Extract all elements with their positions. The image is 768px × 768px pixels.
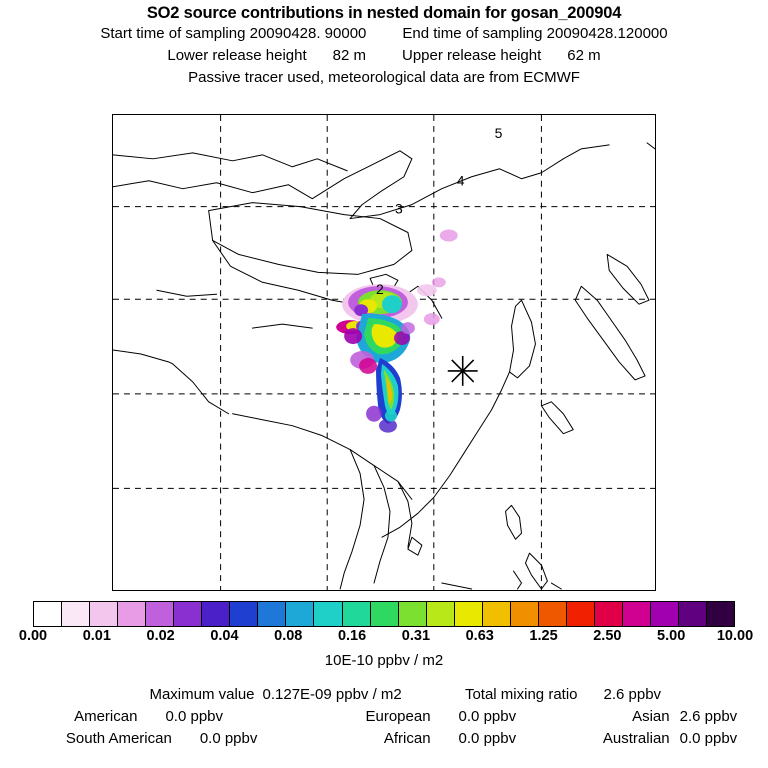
colorbar-swatch — [62, 602, 90, 626]
end-time-label: End time of sampling — [402, 25, 543, 42]
contour-label-4: 4 — [456, 172, 465, 189]
colorbar-swatch — [343, 602, 371, 626]
colorbar-swatch — [483, 602, 511, 626]
colorbar-swatch — [230, 602, 258, 626]
upper-release-label: Upper release height — [402, 47, 542, 64]
colorbar-swatch — [146, 602, 174, 626]
lower-release-label: Lower release height — [167, 47, 307, 64]
colorbar-swatch — [623, 602, 651, 626]
colorbar-swatch — [679, 602, 707, 626]
stats-row-1 — [0, 706, 768, 728]
contour-labels — [376, 125, 503, 297]
contour-label-5: 5 — [494, 124, 503, 141]
colorbar-swatch — [455, 602, 483, 626]
colorbar-swatch — [511, 602, 539, 626]
max-value-value: 0.127E-09 ppbv / m2 — [262, 686, 402, 703]
asian-value: 2.6 ppbv — [679, 708, 738, 725]
american-label: American — [74, 708, 138, 725]
colorbar-swatch — [707, 602, 734, 626]
colorbar-swatch — [286, 602, 314, 626]
colorbar-tick-label: 0.02 — [146, 628, 175, 644]
colorbar-tick-label: 0.63 — [465, 628, 494, 644]
concentration-plume — [336, 230, 458, 433]
colorbar-tick-label: 0.16 — [337, 628, 367, 644]
map-panel — [112, 114, 656, 591]
page-title: SO2 source contributions in nested domain for gosan_200904 — [146, 4, 622, 22]
start-time-value: 20090428. 90000 — [249, 25, 367, 42]
colorbar — [33, 601, 735, 627]
total-ratio-value: 2.6 ppbv — [603, 686, 662, 703]
start-time-label: Start time of sampling — [100, 25, 246, 42]
colorbar-swatch — [427, 602, 455, 626]
colorbar-tick-label: 0.31 — [401, 628, 431, 644]
max-value-label: Maximum value — [149, 686, 255, 703]
colorbar-swatch — [258, 602, 286, 626]
colorbar-tick-label: 0.01 — [82, 628, 111, 644]
contour-label-2: 2 — [376, 281, 384, 298]
colorbar-swatch — [202, 602, 230, 626]
european-label: European — [365, 708, 431, 725]
colorbar-swatch — [34, 602, 62, 626]
african-value: 0.0 ppbv — [458, 730, 517, 747]
station-marker-icon — [448, 356, 478, 386]
asian-label: Asian — [632, 708, 670, 725]
colorbar-label: 10E-10 ppbv / m2 — [324, 652, 444, 669]
colorbar-tick-label: 5.00 — [657, 628, 686, 644]
south-american-label: South American — [65, 730, 172, 747]
statistics-block — [0, 684, 768, 750]
figure-header — [0, 0, 768, 89]
colorbar-swatch — [371, 602, 399, 626]
colorbar-tick-label: 2.50 — [593, 628, 622, 644]
upper-release-value: 62 m — [567, 47, 601, 64]
tracer-note: Passive tracer used, meteorological data are from ECMWF — [188, 69, 580, 86]
sampling-time-line — [0, 23, 768, 45]
lower-release-value: 82 m — [332, 47, 366, 64]
colorbar-tick-label: 0.00 — [18, 628, 48, 644]
end-time-value: 20090428.120000 — [546, 25, 668, 42]
contour-label-3: 3 — [394, 200, 403, 217]
colorbar-swatch — [399, 602, 427, 626]
african-label: African — [383, 730, 431, 747]
stats-row-2 — [0, 728, 768, 750]
colorbar-swatch — [174, 602, 202, 626]
european-value: 0.0 ppbv — [458, 708, 517, 725]
colorbar-swatch — [651, 602, 679, 626]
release-height-line — [0, 45, 768, 67]
colorbar-swatch — [567, 602, 595, 626]
colorbar-swatch — [539, 602, 567, 626]
colorbar-tick-label: 10.00 — [716, 628, 754, 644]
colorbar-tick-label: 1.25 — [529, 628, 558, 644]
colorbar-swatch — [595, 602, 623, 626]
total-ratio-label: Total mixing ratio — [464, 686, 578, 703]
south-american-value: 0.0 ppbv — [199, 730, 258, 747]
colorbar-swatches — [33, 601, 735, 627]
american-value: 0.0 ppbv — [165, 708, 223, 725]
map-canvas — [113, 115, 655, 590]
australian-value: 0.0 ppbv — [679, 730, 738, 747]
colorbar-ticks — [0, 628, 768, 646]
stats-row-max — [0, 684, 768, 706]
colorbar-swatch — [90, 602, 118, 626]
colorbar-tick-label: 0.08 — [274, 628, 303, 644]
colorbar-tick-label: 0.04 — [210, 628, 239, 644]
australian-label: Australian — [602, 730, 670, 747]
colorbar-swatch — [314, 602, 342, 626]
colorbar-swatch — [118, 602, 146, 626]
